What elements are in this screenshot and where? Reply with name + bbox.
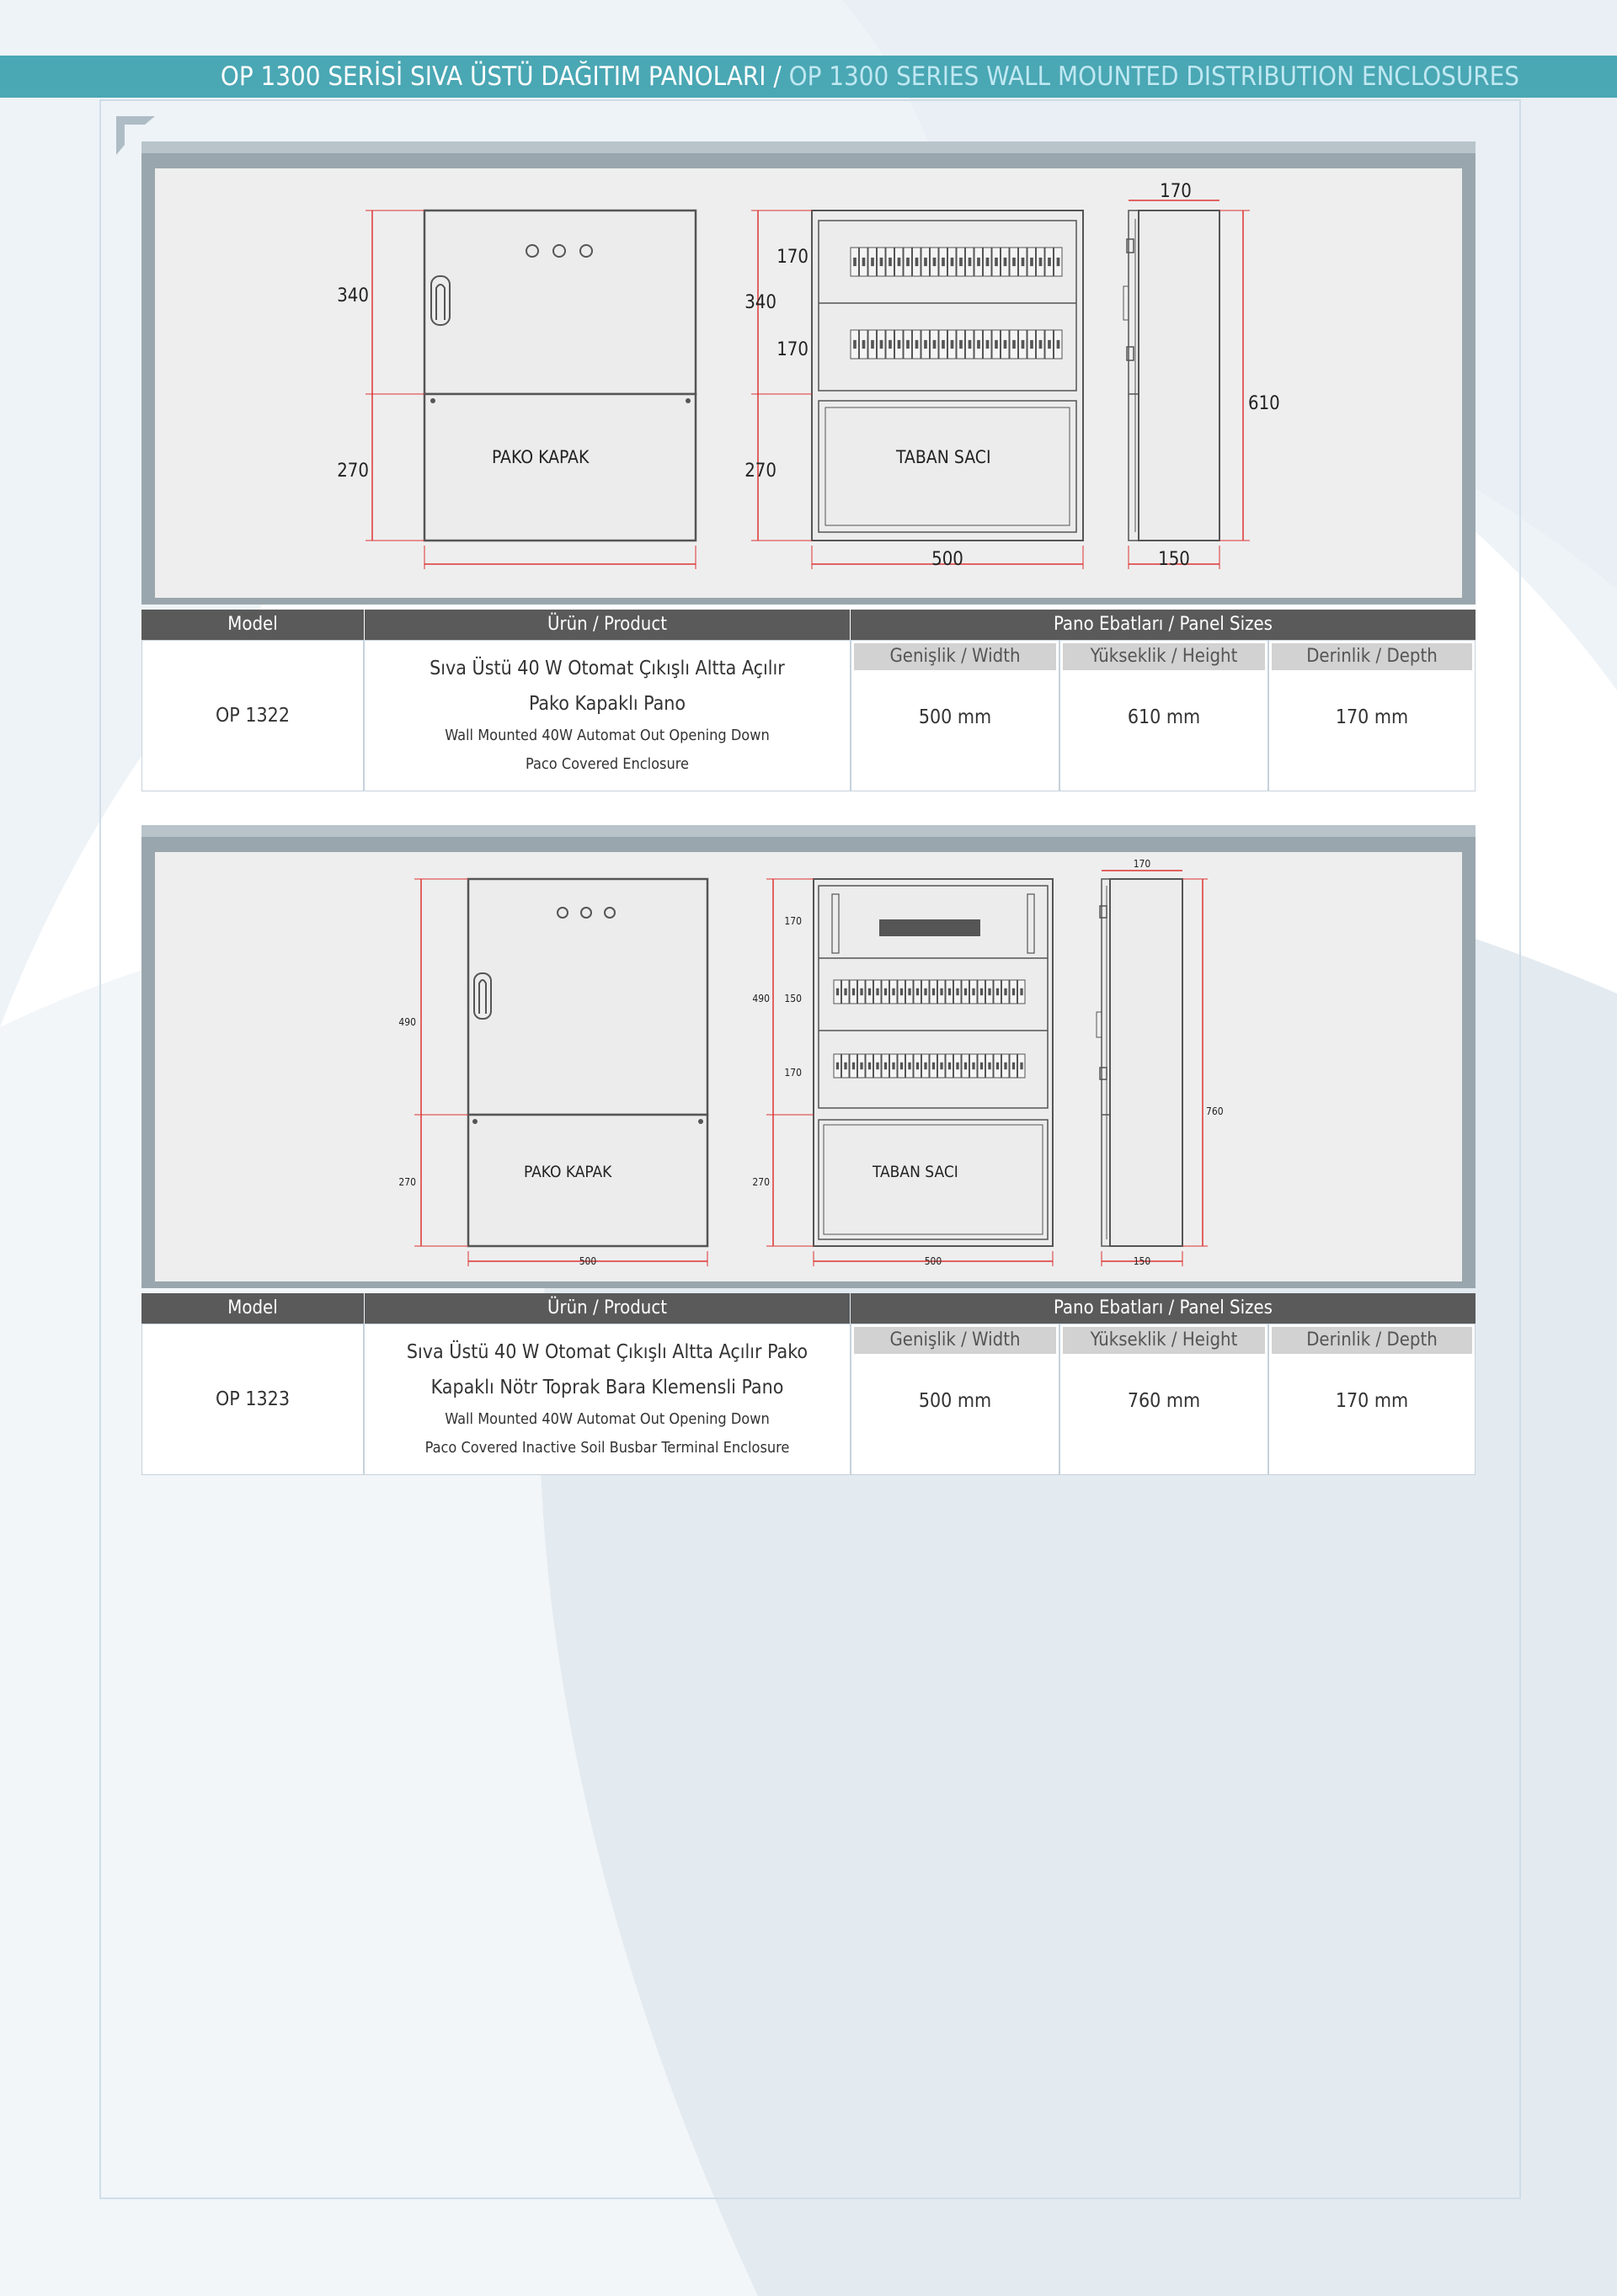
dim-front-bottom: 270 xyxy=(398,1176,416,1188)
title-turkish: OP 1300 SERİSİ SIVA ÜSTÜ DAĞITIM PANOLARI xyxy=(220,61,766,92)
depth-header: Derinlik / Depth xyxy=(1272,643,1472,670)
front-view xyxy=(337,210,696,569)
dim-front-bottom: 270 xyxy=(337,461,369,482)
model-cell xyxy=(141,640,364,791)
model-cell xyxy=(141,1324,364,1475)
product-name-en: Wall Mounted 40W Automat Out Opening Down xyxy=(445,727,770,744)
product-name-tr: Sıva Üstü 40 W Otomat Çıkışlı Altta Açılır xyxy=(430,658,785,679)
dim-inner-top: 490 xyxy=(752,993,770,1004)
breaker-row xyxy=(851,330,1062,359)
product-name-en: Paco Covered Inactive Soil Busbar Terminal Enclosure xyxy=(424,1439,790,1457)
label-pako-kapak: PAKO KAPAK xyxy=(524,1163,612,1181)
width-value: 500 mm xyxy=(918,706,992,728)
breaker-row xyxy=(851,248,1062,276)
product-name-en: Paco Covered Enclosure xyxy=(526,755,689,773)
dim-inner-row1: 170 xyxy=(776,247,808,268)
label-taban-saci: TABAN SACI xyxy=(873,1163,958,1181)
technical-drawing xyxy=(155,852,1462,1281)
side-view xyxy=(1097,858,1224,1267)
dim-inner-top: 340 xyxy=(744,292,776,313)
side-view xyxy=(1123,181,1280,570)
model-value: OP 1323 xyxy=(216,1388,290,1410)
dim-inner-width: 500 xyxy=(924,1255,942,1267)
spec-table xyxy=(141,610,1476,793)
inner-view xyxy=(752,879,1053,1267)
depth-value: 170 mm xyxy=(1335,1390,1409,1412)
dim-width: 500 xyxy=(931,549,963,570)
dim-inner-row2: 170 xyxy=(776,339,808,360)
width-header: Genişlik / Width xyxy=(854,1327,1056,1354)
height-header: Yükseklik / Height xyxy=(1063,643,1265,670)
spec-table xyxy=(141,1293,1476,1477)
product-name-tr: Sıva Üstü 40 W Otomat Çıkışlı Altta Açılır Pako xyxy=(406,1341,808,1363)
col-header-model: Model xyxy=(141,610,364,640)
height-value: 760 mm xyxy=(1127,1390,1201,1412)
dim-inner-row3: 170 xyxy=(784,1067,802,1079)
breaker-row xyxy=(834,980,1025,1004)
label-taban-saci: TABAN SACI xyxy=(896,447,991,467)
depth-header: Derinlik / Depth xyxy=(1272,1327,1472,1354)
technical-drawing xyxy=(155,168,1462,598)
width-header: Genişlik / Width xyxy=(854,643,1056,670)
dim-inner-row1: 170 xyxy=(784,915,802,927)
product-cell xyxy=(364,1324,851,1475)
page-title xyxy=(221,59,1519,94)
width-value: 500 mm xyxy=(918,1390,992,1412)
depth-value: 170 mm xyxy=(1335,706,1409,728)
product-cell xyxy=(364,640,851,791)
dim-inner-bottom: 270 xyxy=(752,1176,770,1188)
dim-width: 500 xyxy=(579,1255,597,1267)
col-header-panel-sizes: Pano Ebatları / Panel Sizes xyxy=(851,1293,1476,1324)
breaker-row xyxy=(834,1054,1025,1078)
model-value: OP 1322 xyxy=(216,705,290,727)
technical-drawing-panel xyxy=(141,825,1476,1288)
front-view xyxy=(398,879,707,1267)
product-name-en: Wall Mounted 40W Automat Out Opening Down xyxy=(445,1410,770,1428)
inner-view xyxy=(744,210,1083,570)
product-name-tr: Kapaklı Nötr Toprak Bara Klemensli Pano xyxy=(430,1377,784,1398)
height-header: Yükseklik / Height xyxy=(1063,1327,1265,1354)
dim-side-top: 170 xyxy=(1160,181,1192,202)
dim-side-height: 610 xyxy=(1248,393,1280,414)
title-english: OP 1300 SERIES WALL MOUNTED DISTRIBUTION ENCLOSURES xyxy=(788,61,1519,92)
product-name-tr: Pako Kapaklı Pano xyxy=(528,693,686,715)
label-pako-kapak: PAKO KAPAK xyxy=(492,447,590,467)
dim-front-top: 490 xyxy=(398,1016,416,1028)
col-header-panel-sizes: Pano Ebatları / Panel Sizes xyxy=(851,610,1476,640)
dim-side-width: 150 xyxy=(1158,549,1190,570)
dim-front-top: 340 xyxy=(337,285,369,306)
header-bar xyxy=(0,56,1617,98)
col-header-model: Model xyxy=(141,1293,364,1324)
dim-inner-bottom: 270 xyxy=(744,461,776,482)
title-separator: / xyxy=(766,61,789,92)
technical-drawing-panel xyxy=(141,141,1476,605)
dim-side-top: 170 xyxy=(1133,858,1151,870)
col-header-product: Ürün / Product xyxy=(365,1293,850,1324)
col-header-product: Ürün / Product xyxy=(365,610,850,640)
dim-inner-row2: 150 xyxy=(784,993,802,1004)
height-value: 610 mm xyxy=(1127,706,1201,728)
dim-side-width: 150 xyxy=(1133,1255,1151,1267)
dim-side-height: 760 xyxy=(1206,1105,1224,1117)
